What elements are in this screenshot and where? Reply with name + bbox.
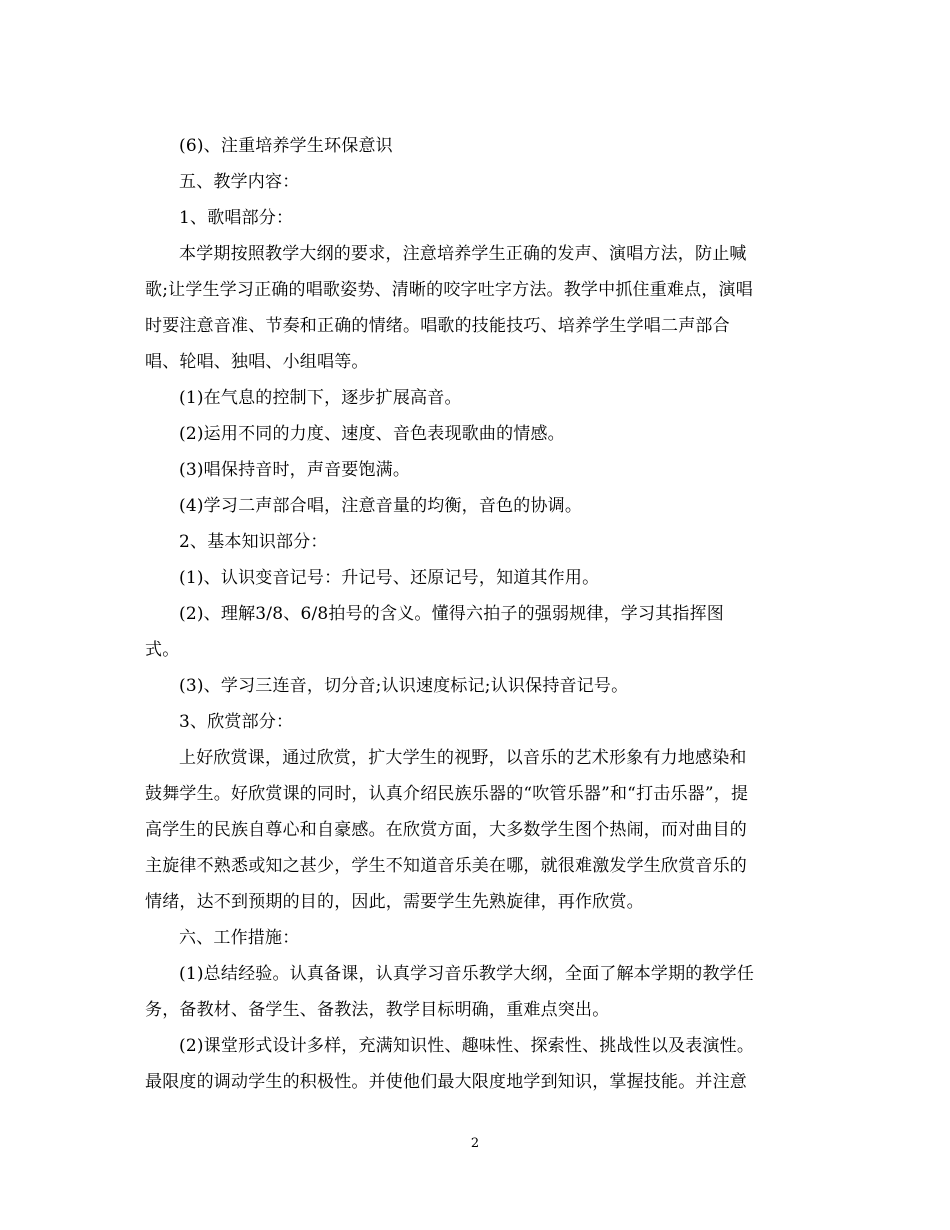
text-line: 主旋律不熟悉或知之甚少，学生不知道音乐美在哪，就很难激发学生欣赏音乐的	[145, 856, 747, 876]
text-line: (3)、学习三连音，切分音;认识速度标记;认识保持音记号。	[179, 676, 629, 696]
text-line: (2)课堂形式设计多样，充满知识性、趣味性、探索性、挑战性以及表演性。	[179, 1036, 755, 1056]
text-line: 3、欣赏部分：	[179, 712, 294, 732]
text-line: 六、工作措施：	[179, 928, 300, 948]
paragraph-item-6-eco	[145, 128, 810, 164]
text-line: (3)唱保持音时，声音要饱满。	[179, 460, 411, 480]
text-line: (1)总结经验。认真备课，认真学习音乐教学大纲，全面了解本学期的教学任	[179, 964, 755, 984]
heading-work-measures	[145, 920, 810, 956]
text-line: 唱、轮唱、独唱、小组唱等。	[145, 352, 369, 372]
text-line: 鼓舞学生。好欣赏课的同时，认真介绍民族乐器的“吹管乐器”和“打击乐器”，提	[145, 784, 749, 804]
text-line: (1)在气息的控制下，逐步扩展高音。	[179, 388, 462, 408]
list-item	[145, 1028, 810, 1100]
heading-basic-knowledge	[145, 524, 810, 560]
list-item	[145, 488, 810, 524]
text-line: 歌;让学生学习正确的唱歌姿势、清晰的咬字吐字方法。教学中抓住重难点，演唱	[145, 280, 753, 300]
paragraph-appreciation	[145, 740, 810, 920]
list-item	[145, 416, 810, 452]
list-item	[145, 956, 810, 1028]
text-line: (6)、注重培养学生环保意识	[179, 136, 393, 156]
text-line: 2、基本知识部分：	[179, 532, 328, 552]
text-line: 1、歌唱部分：	[179, 208, 294, 228]
text-line: (2)运用不同的力度、速度、音色表现歌曲的情感。	[179, 424, 565, 444]
heading-teaching-content	[145, 164, 810, 200]
list-item	[145, 596, 810, 668]
text-line: 务，备教材、备学生、备教法，教学目标明确，重难点突出。	[145, 1000, 610, 1020]
text-line: 情绪，达不到预期的目的，因此，需要学生先熟旋律，再作欣赏。	[145, 892, 644, 912]
text-line: 时要注意音准、节奏和正确的情绪。唱歌的技能技巧、培养学生学唱二声部合	[145, 316, 730, 336]
paragraph-singing	[145, 236, 810, 380]
list-item	[145, 380, 810, 416]
text-line: 高学生的民族自尊心和自豪感。在欣赏方面，大多数学生图个热闹，而对曲目的	[145, 820, 747, 840]
text-line: (2)、理解3/8、6/8拍号的含义。懂得六拍子的强弱规律，学习其指挥图	[179, 604, 724, 624]
heading-singing	[145, 200, 810, 236]
text-line: 五、教学内容：	[179, 172, 300, 192]
heading-appreciation	[145, 704, 810, 740]
text-line: 式。	[145, 640, 180, 660]
list-item	[145, 560, 810, 596]
text-line: (1)、认识变音记号：升记号、还原记号，知道其作用。	[179, 568, 600, 588]
page-number: 2	[470, 1136, 480, 1151]
text-line: 最限度的调动学生的积极性。并使他们最大限度地学到知识，掌握技能。并注意	[145, 1072, 747, 1092]
list-item	[145, 668, 810, 704]
text-line: 上好欣赏课，通过欣赏，扩大学生的视野，以音乐的艺术形象有力地感染和	[179, 748, 747, 768]
text-line: (4)学习二声部合唱，注意音量的均衡，音色的协调。	[179, 496, 583, 516]
text-line: 本学期按照教学大纲的要求，注意培养学生正确的发声、演唱方法，防止喊	[179, 244, 747, 264]
document-body	[145, 128, 810, 1100]
list-item	[145, 452, 810, 488]
